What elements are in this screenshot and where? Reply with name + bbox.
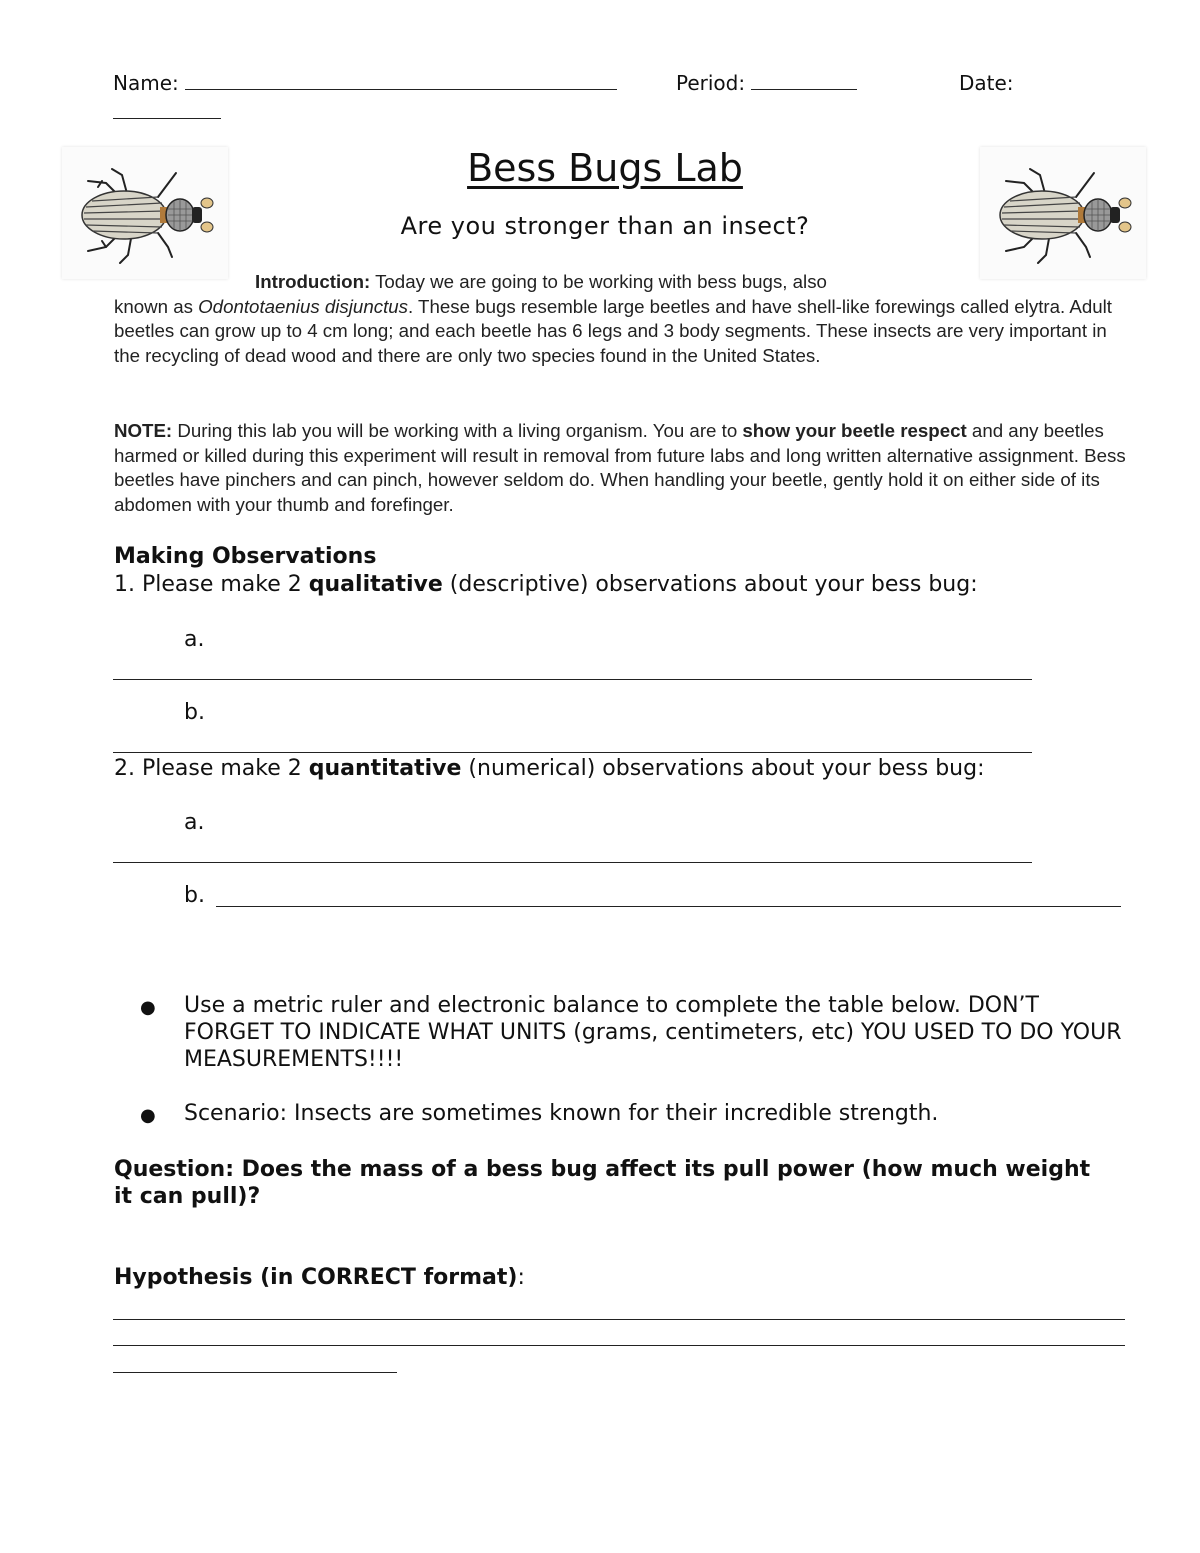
question-1-suffix: (descriptive) observations about your bess bug: — [442, 572, 978, 597]
hypothesis-line-3[interactable] — [113, 1372, 397, 1373]
name-field-row — [113, 71, 617, 95]
q1-b-answer-line[interactable] — [113, 752, 1032, 753]
q1-a-answer-line[interactable] — [113, 679, 1032, 680]
bullet-icon: ● — [140, 997, 156, 1018]
note-label: NOTE: — [114, 420, 173, 441]
q2-a-label: a. — [184, 810, 205, 835]
page-title: Bess Bugs Lab — [467, 146, 743, 190]
q2-a-answer-line[interactable] — [113, 862, 1032, 863]
note-text-2: and any beetles harmed or killed during this experiment will result in removal from future labs and long written alternative assignment. Bess beetles have pinchers and can pinch, however seldom do. When handling your beetle, gently hold it on either side of its abdomen with your thumb and forefinger. — [114, 420, 1126, 516]
bullet-item — [140, 1100, 1130, 1129]
bullet-icon: ● — [140, 1105, 156, 1126]
note-paragraph — [114, 419, 1134, 518]
introduction-known-as: known as — [114, 295, 199, 317]
bullet-item — [140, 992, 1130, 1073]
hypothesis-line-2[interactable] — [113, 1345, 1125, 1346]
hypothesis-label: Hypothesis (in CORRECT format) — [114, 1265, 518, 1290]
instruction-bullets — [140, 992, 1130, 1129]
q1-b-label: b. — [184, 700, 205, 725]
note-emphasis: show your beetle respect — [742, 420, 967, 441]
hypothesis-line-1[interactable] — [113, 1319, 1125, 1320]
species-name: Odontotaenius disjunctus — [198, 295, 408, 317]
page-subtitle: Are you stronger than an insect? — [400, 212, 810, 240]
q2-b-answer-line[interactable] — [216, 906, 1121, 907]
question-1-bold: qualitative — [308, 572, 443, 597]
observations-heading: Making Observations — [114, 544, 377, 569]
question-1 — [114, 572, 978, 597]
q1-a-label: a. — [184, 627, 205, 652]
period-field-row — [676, 71, 857, 95]
question-2 — [114, 756, 985, 781]
hypothesis-prompt — [114, 1265, 525, 1290]
hypothesis-colon: : — [517, 1265, 525, 1290]
date-field-row — [959, 71, 1014, 95]
q2-b-label: b. — [184, 883, 205, 908]
period-label: Period: — [676, 71, 746, 95]
bullet-text: Use a metric ruler and electronic balance to complete the table below. DON’T FORGET TO INDICATE WHAT UNITS (grams, centimeters, etc) YOU USED TO DO YOUR MEASUREMENTS!!!! — [184, 993, 1122, 1072]
introduction-label: Introduction: — [255, 271, 371, 292]
bullet-text: Scenario: Insects are sometimes known for their incredible strength. — [184, 1101, 939, 1126]
period-blank[interactable] — [751, 89, 857, 90]
note-text-1: During this lab you will be working with a living organism. You are to — [172, 420, 743, 441]
name-label: Name: — [113, 71, 179, 95]
introduction-body: . These bugs resemble large beetles and have shell-like forewings called elytra. Adult beetles can grow up to 4 cm long; and each beetle has 6 legs and 3 body segments. These insects are very important in the recycling of dead wood and there are only two species found in the United States. — [114, 295, 1112, 367]
question-1-prefix: 1. Please make 2 — [114, 572, 309, 597]
question-2-suffix: (numerical) observations about your bess bug: — [461, 756, 985, 781]
question-2-prefix: 2. Please make 2 — [114, 756, 309, 781]
research-question: Question: Does the mass of a bess bug affect its pull power (how much weight it can pull)? — [114, 1157, 1091, 1209]
introduction-line1: Today we are going to be working with bess bugs, also — [370, 271, 827, 292]
question-2-bold: quantitative — [308, 756, 462, 781]
date-label: Date: — [959, 71, 1014, 95]
introduction-paragraph — [114, 270, 1134, 369]
name-blank[interactable] — [185, 89, 617, 90]
date-blank[interactable] — [113, 96, 221, 119]
